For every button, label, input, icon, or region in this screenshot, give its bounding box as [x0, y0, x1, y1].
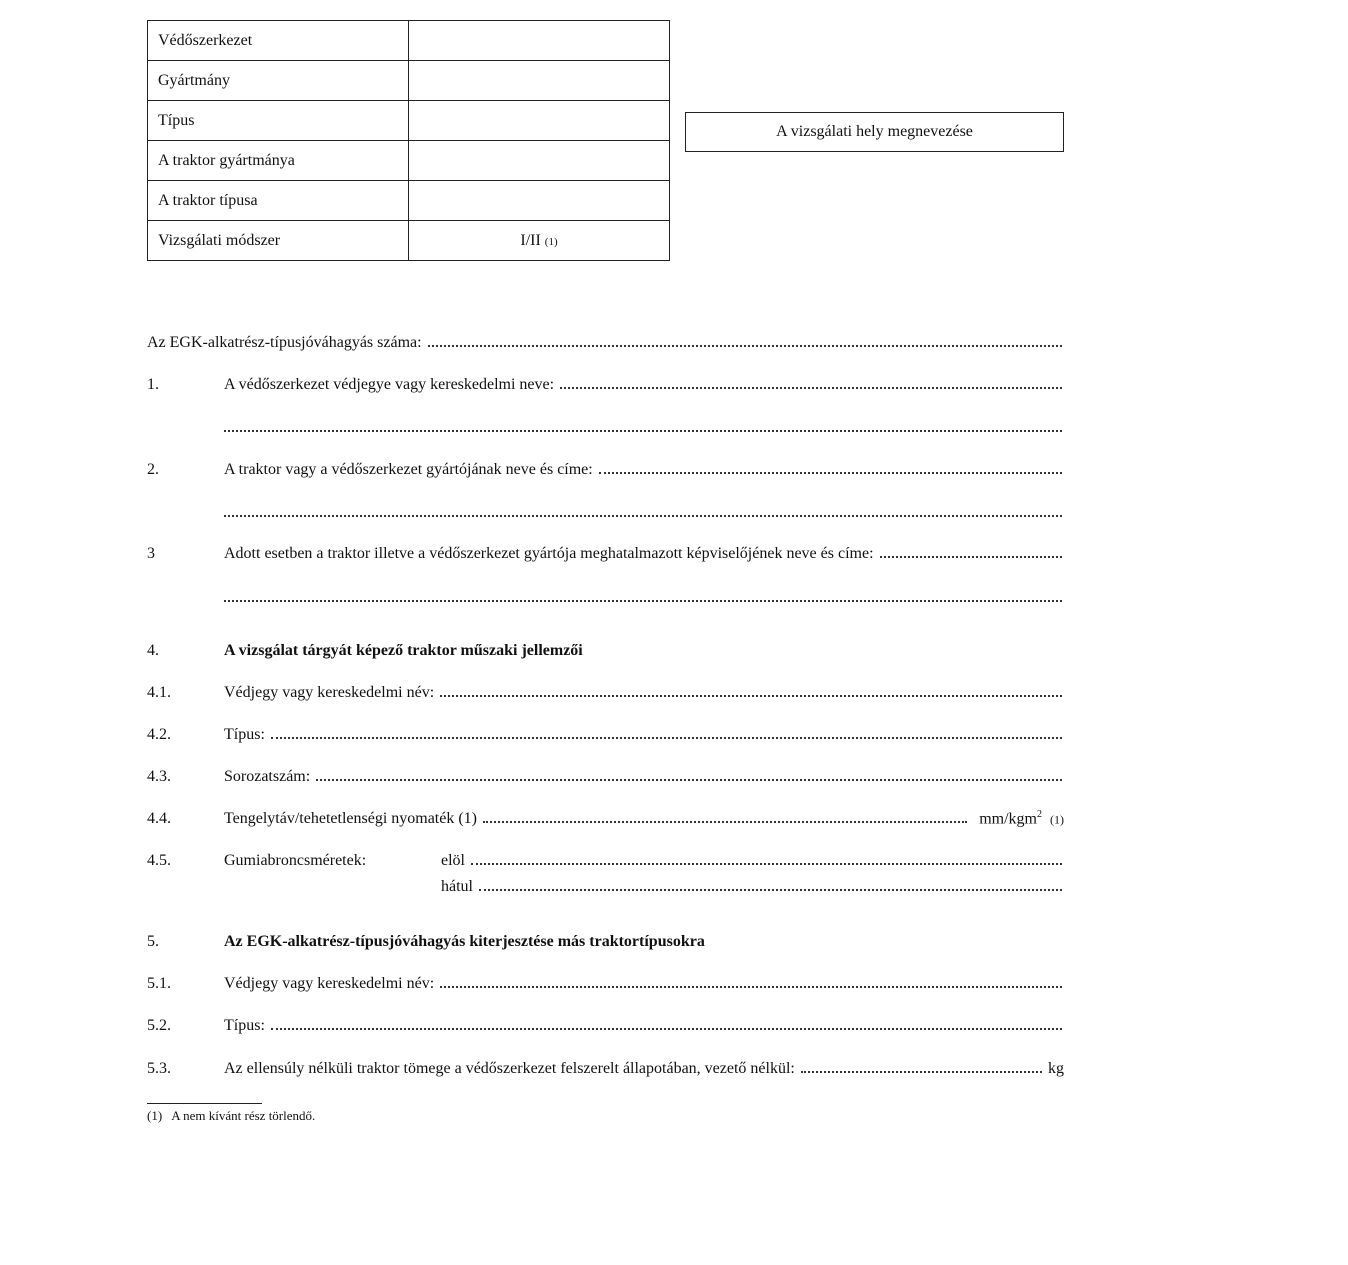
item-label: Gumiabroncsméretek: [224, 852, 367, 869]
front-tyre-field[interactable] [471, 863, 1062, 865]
item-number: 4.2. [147, 726, 171, 743]
item-4-5-row [147, 848, 1064, 870]
row-label: Gyártmány [148, 61, 409, 101]
item-label: Típus: [224, 1017, 265, 1034]
item-number: 4. [147, 642, 159, 659]
test-method-text: I/II [520, 231, 541, 249]
approval-number-field[interactable] [428, 345, 1062, 347]
serial-number-field[interactable] [316, 779, 1062, 781]
table-row [148, 181, 670, 221]
row-value-field[interactable] [409, 181, 670, 221]
item-5-3-row [147, 1056, 1064, 1078]
item-label: Védjegy vagy kereskedelmi név: [224, 975, 435, 992]
mass-field[interactable] [801, 1071, 1042, 1073]
item-2-continuation [147, 500, 1064, 522]
rear-label: hátul [441, 878, 473, 895]
item-number: 5. [147, 933, 159, 950]
item-label: Védjegy vagy kereskedelmi név: [224, 684, 435, 701]
item-label: Típus: [224, 726, 265, 743]
item-4-5-rear-row [147, 874, 1064, 896]
ext-trademark-field[interactable] [440, 986, 1062, 988]
item-3-row [147, 541, 1064, 563]
test-place-box[interactable] [685, 112, 1064, 152]
item-number: 4.4. [147, 810, 171, 827]
table-row [148, 21, 670, 61]
row-value-field[interactable] [409, 141, 670, 181]
identification-table [147, 20, 670, 261]
section-4-heading [147, 638, 1064, 660]
row-label: Vizsgálati módszer [148, 221, 409, 261]
item-number: 4.5. [147, 852, 171, 869]
footnote-divider [147, 1103, 262, 1104]
trademark-field-line2[interactable] [224, 430, 1062, 432]
footnote-text: A nem kívánt rész törlendő. [171, 1108, 316, 1123]
approval-number-label: Az EGK-alkatrész-típusjóváhagyás száma: [147, 334, 422, 351]
unit-label [979, 809, 1064, 828]
footnote-ref: (1) [1050, 812, 1064, 826]
item-2-row [147, 457, 1064, 479]
row-value-field[interactable] [409, 61, 670, 101]
item-number: 4.3. [147, 768, 171, 785]
item-number: 4.1. [147, 684, 171, 701]
section-5-heading [147, 929, 1064, 951]
row-label: A traktor gyártmánya [148, 141, 409, 181]
item-number: 5.2. [147, 1017, 171, 1034]
unit-label: kg [1048, 1060, 1064, 1077]
manufacturer-field-line2[interactable] [224, 515, 1062, 517]
unit-superscript: 2 [1037, 808, 1042, 820]
item-4-3-row [147, 764, 1064, 786]
item-number: 3 [147, 545, 155, 562]
table-row [148, 61, 670, 101]
item-label: Az ellensúly nélküli traktor tömege a védőszerkezet felszerelt állapotában, vezető nélkül: [224, 1060, 795, 1077]
representative-field-line2[interactable] [224, 600, 1062, 602]
item-3-continuation [147, 585, 1064, 607]
item-number: 2. [147, 461, 159, 478]
item-4-4-row [147, 806, 1064, 828]
row-label: A traktor típusa [148, 181, 409, 221]
wheelbase-field[interactable] [483, 821, 967, 823]
item-label: Sorozatszám: [224, 768, 311, 785]
row-value-field[interactable] [409, 101, 670, 141]
item-number: 5.3. [147, 1060, 171, 1077]
footnote [147, 1108, 315, 1124]
item-label: Tengelytáv/tehetetlenségi nyomaték (1) [224, 810, 478, 827]
footnote-ref: (1) [544, 235, 558, 248]
item-4-1-row [147, 680, 1064, 702]
ext-type-field[interactable] [271, 1028, 1062, 1030]
item-1-row [147, 372, 1064, 394]
front-label: elöl [441, 852, 465, 869]
table-row [148, 221, 670, 261]
representative-field[interactable] [880, 556, 1062, 558]
item-label: A traktor vagy a védőszerkezet gyártójának neve és címe: [224, 461, 593, 478]
footnote-marker: (1) [147, 1108, 163, 1123]
rear-tyre-field[interactable] [479, 889, 1062, 891]
section-title: A vizsgálat tárgyát képező traktor műszaki jellemzői [224, 642, 583, 659]
item-number: 5.1. [147, 975, 171, 992]
row-value-field[interactable] [409, 21, 670, 61]
item-1-continuation [147, 415, 1064, 437]
test-method-value[interactable] [409, 221, 670, 261]
trademark-field[interactable] [560, 387, 1062, 389]
item-number: 1. [147, 376, 159, 393]
item-5-2-row [147, 1013, 1064, 1035]
tractor-trademark-field[interactable] [440, 695, 1062, 697]
table-row [148, 101, 670, 141]
item-5-1-row [147, 971, 1064, 993]
row-label: Típus [148, 101, 409, 141]
row-label: Védőszerkezet [148, 21, 409, 61]
manufacturer-field[interactable] [599, 472, 1062, 474]
section-title: Az EGK-alkatrész-típusjóváhagyás kiterjesztése más traktortípusokra [224, 933, 705, 950]
item-4-2-row [147, 722, 1064, 744]
tractor-type-field[interactable] [271, 737, 1062, 739]
item-label: Adott esetben a traktor illetve a védőszerkezet gyártója meghatalmazott képviselőjének neve és címe: [224, 545, 874, 562]
approval-number-row [147, 330, 1064, 352]
item-label: A védőszerkezet védjegye vagy kereskedelmi neve: [224, 376, 555, 393]
table-row [148, 141, 670, 181]
unit-text: mm/kgm [979, 810, 1037, 827]
test-place-label: A vizsgálati hely megnevezése [776, 123, 973, 140]
